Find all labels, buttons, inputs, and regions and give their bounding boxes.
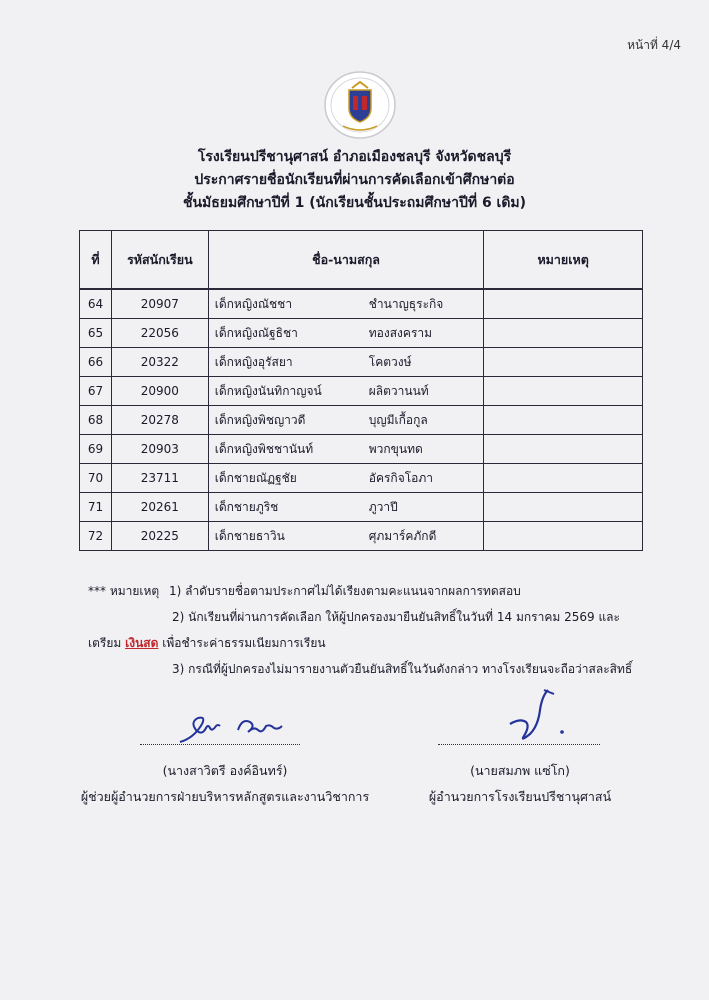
signature-line-left bbox=[140, 744, 300, 745]
student-name bbox=[208, 493, 484, 522]
remark-cell bbox=[484, 522, 643, 551]
last-name: ภูวาปี bbox=[368, 499, 398, 514]
last-name: ทองสงคราม bbox=[368, 325, 433, 340]
student-id: 20261 bbox=[111, 493, 208, 522]
table-row bbox=[80, 435, 643, 464]
student-name bbox=[208, 319, 484, 348]
first-name: เด็กหญิงพิชญาวดี bbox=[214, 412, 306, 427]
signatory-left-position: ผู้ช่วยผู้อำนวยการฝ่ายบริหารหลักสูตรและงานวิชาการ bbox=[80, 789, 370, 804]
last-name: โคตวงษ์ bbox=[368, 354, 412, 369]
column-header-student-id: รหัสนักเรียน bbox=[111, 231, 208, 290]
student-id: 20225 bbox=[111, 522, 208, 551]
signatory-left bbox=[80, 758, 370, 810]
row-number: 66 bbox=[80, 348, 112, 377]
student-id: 20322 bbox=[111, 348, 208, 377]
note-item-2-fee: เพื่อชำระค่าธรรมเนียมการเรียน bbox=[162, 636, 326, 650]
student-id: 20907 bbox=[111, 289, 208, 319]
student-name bbox=[208, 435, 484, 464]
last-name: ศุภมาร์คภักดี bbox=[368, 528, 437, 543]
remark-cell bbox=[484, 377, 643, 406]
first-name: เด็กชายภูริช bbox=[214, 499, 279, 514]
table-row bbox=[80, 348, 643, 377]
table-header-row bbox=[80, 231, 643, 290]
signatory-right bbox=[410, 758, 630, 810]
signature-line-right bbox=[438, 744, 600, 745]
table-row bbox=[80, 464, 643, 493]
row-number: 68 bbox=[80, 406, 112, 435]
student-id: 22056 bbox=[111, 319, 208, 348]
remark-cell bbox=[484, 464, 643, 493]
student-id: 20900 bbox=[111, 377, 208, 406]
column-header-remark: หมายเหตุ bbox=[484, 231, 643, 290]
student-table bbox=[79, 230, 643, 551]
grade-subtitle: ชั้นมัธยมศึกษาปีที่ 1 (นักเรียนชั้นประถมศึกษาปีที่ 6 เดิม) bbox=[182, 195, 527, 211]
table-row bbox=[80, 493, 643, 522]
signatory-right-name: (นายสมภพ แซ่โก) bbox=[470, 763, 570, 778]
note-item-3: 3) กรณีที่ผู้ปกครองไม่มารายงานตัวยืนยันสิทธิ์ในวันดังกล่าว ทางโรงเรียนจะถือว่าสละสิทธิ์ bbox=[172, 662, 633, 676]
school-title: โรงเรียนปรีชานุศาสน์ อำภอเมืองชลบุรี จังหวัดชลบุรี bbox=[197, 149, 512, 165]
column-header-number: ที่ bbox=[80, 231, 112, 290]
first-name: เด็กหญิงอุรัสยา bbox=[214, 354, 293, 369]
remark-cell bbox=[484, 319, 643, 348]
student-id: 20903 bbox=[111, 435, 208, 464]
signature-right-icon bbox=[500, 684, 580, 746]
last-name: อัครกิจโอภา bbox=[368, 470, 434, 485]
note-item-1: 1) ลำดับรายชื่อตามประกาศไม่ได้เรียงตามคะแนนจากผลการทดสอบ bbox=[169, 584, 521, 598]
remark-cell bbox=[484, 348, 643, 377]
student-name bbox=[208, 289, 484, 319]
row-number: 65 bbox=[80, 319, 112, 348]
school-seal-icon bbox=[323, 70, 397, 140]
row-number: 72 bbox=[80, 522, 112, 551]
student-name bbox=[208, 522, 484, 551]
column-header-name: ชื่อ-นามสกุล bbox=[208, 231, 484, 290]
note-item-2-prepare: เตรียม bbox=[88, 636, 122, 650]
table-row bbox=[80, 377, 643, 406]
first-name: เด็กหญิงณัชชา bbox=[214, 296, 293, 311]
page-number: หน้าที่ 4/4 bbox=[627, 38, 681, 52]
remark-cell bbox=[484, 493, 643, 522]
table-row bbox=[80, 406, 643, 435]
last-name: พวกขุนทด bbox=[368, 441, 423, 456]
cash-emphasis: เงินสด bbox=[125, 636, 159, 650]
last-name: ผลิตวานนท์ bbox=[368, 383, 429, 398]
row-number: 64 bbox=[80, 289, 112, 319]
table-row bbox=[80, 319, 643, 348]
first-name: เด็กชายธาวิน bbox=[214, 528, 285, 543]
last-name: ชำนาญธุระกิจ bbox=[368, 296, 444, 311]
student-id: 23711 bbox=[111, 464, 208, 493]
row-number: 69 bbox=[80, 435, 112, 464]
student-name bbox=[208, 464, 484, 493]
remark-cell bbox=[484, 406, 643, 435]
remark-cell bbox=[484, 289, 643, 319]
announcement-title: ประกาศรายชื่อนักเรียนที่ผ่านการคัดเลือกเข้าศึกษาต่อ bbox=[194, 172, 515, 188]
student-name bbox=[208, 377, 484, 406]
row-number: 67 bbox=[80, 377, 112, 406]
row-number: 70 bbox=[80, 464, 112, 493]
table-row bbox=[80, 522, 643, 551]
table-row bbox=[80, 289, 643, 319]
first-name: เด็กหญิงพิชชานันท์ bbox=[214, 441, 314, 456]
signatory-left-name: (นางสาวิตรี องค์อินทร์) bbox=[162, 763, 288, 778]
first-name: เด็กหญิงนันทิกาญจน์ bbox=[214, 383, 322, 398]
remark-cell bbox=[484, 435, 643, 464]
signatory-right-position: ผู้อำนวยการโรงเรียนปรีชานุศาสน์ bbox=[428, 789, 612, 804]
student-name bbox=[208, 348, 484, 377]
first-name: เด็กชายณัฏฐชัย bbox=[214, 470, 297, 485]
document-header bbox=[0, 146, 709, 215]
last-name: บุญมีเกื้อกูล bbox=[368, 412, 428, 427]
signature-left-icon bbox=[172, 708, 292, 748]
row-number: 71 bbox=[80, 493, 112, 522]
notes-prefix: *** หมายเหตุ bbox=[88, 584, 160, 598]
first-name: เด็กหญิงณัฐธิชา bbox=[214, 325, 298, 340]
student-name bbox=[208, 406, 484, 435]
student-id: 20278 bbox=[111, 406, 208, 435]
note-item-2: 2) นักเรียนที่ผ่านการคัดเลือก ให้ผู้ปกครองมายืนยันสิทธิ์ในวันที่ 14 มกราคม 2569 และ bbox=[172, 610, 620, 624]
notes-section bbox=[88, 578, 678, 682]
